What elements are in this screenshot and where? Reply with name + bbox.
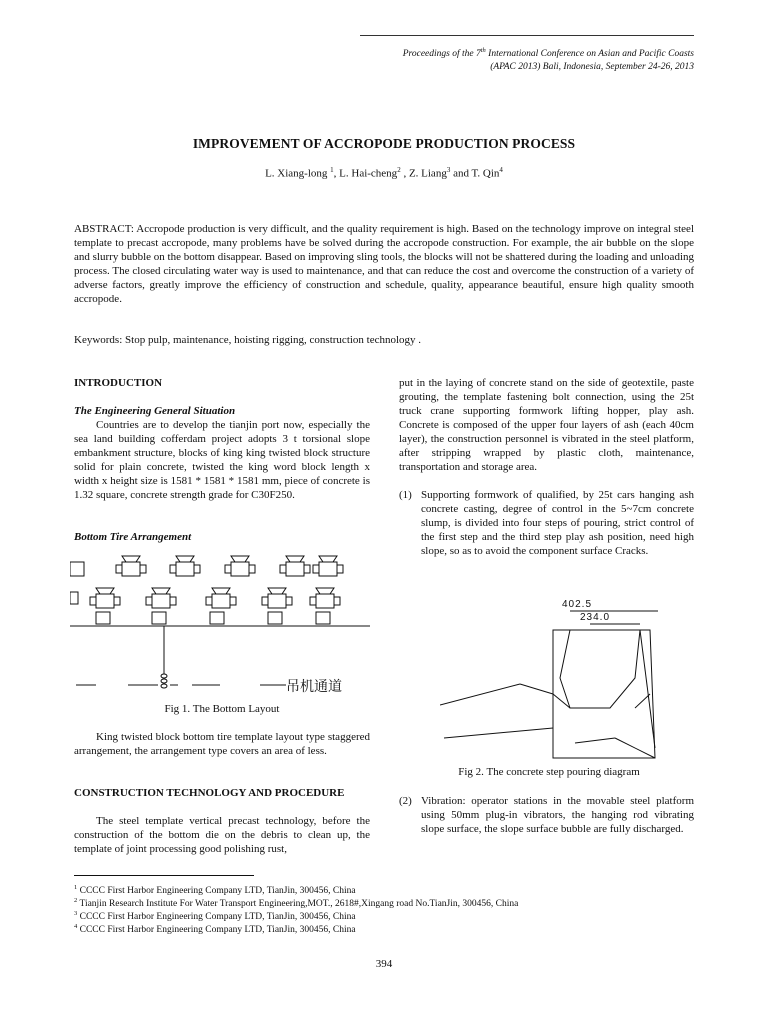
subheading-general-situation: The Engineering General Situation	[74, 405, 236, 417]
author-list: L. Xiang-long $^1$, L. Hai-cheng$^2$ , Z. Liang$^3$ and T. Qin$^4$	[265, 166, 503, 180]
footnote-rule	[74, 875, 254, 876]
paragraph-general-situation: Countries are to develop the tianjin port now, especially the sea land building cofferdam project adopts 3 t torsional slope embankment structure, blocks of king king twisted block structure solid for plain concrete, twisted the king word block length x width x height size is 1581 * 1581 * 1581 mm, piece of concrete is 1.32 square, concrete strength grade for C30F250.	[74, 419, 370, 501]
subheading-bottom-tire: Bottom Tire Arrangement	[74, 531, 192, 543]
footnote-2: $^2$ Tianjin Research Institute For Water Transport Engineering,MOT., 2618#,Xingang road No.TianJin, 300456, China	[74, 897, 519, 910]
figure-2-step-pouring	[440, 598, 680, 764]
list-item-1-number: (1)	[399, 489, 412, 501]
header-line-2: (APAC 2013) Bali, Indonesia, September 24-26, 2013	[490, 62, 694, 73]
figure-2-caption: Fig 2. The concrete step pouring diagram	[458, 766, 640, 778]
figure-2-dimension-1: 402.5	[562, 599, 593, 610]
abstract: ABSTRACT: Accropode production is very difficult, and the quality requirement is high. Based on the technology improve on integral steel template to precast accropode, many problems have be solved during the accropode construction. For example, the air bubble on the slope and slurry bubble on the bottom disappear. Based on improving sling tools, the blocks will not be shattered during the loading and unloading process. The closed circulating water way is used to maintenance, and that can reduce the cost and overcome the construction of a variety of adverse factors, greatly improve the efficiency of construction and schedule, quality, appearance beautiful, ensure high quality smooth accropode.	[74, 223, 694, 305]
figure-1-channel-label: 吊机通道	[286, 679, 342, 695]
paragraph-construction: The steel template vertical precast technology, before the construction of the bottom die on the debris to clean up, the template of joint processing good polishing rust,	[74, 815, 370, 855]
header-line-1: Proceedings of the 7th International Conference on Asian and Pacific Coasts	[402, 47, 694, 60]
keywords: Keywords: Stop pulp, maintenance, hoisting rigging, construction technology .	[74, 334, 422, 346]
list-item-1-text: Supporting formwork of qualified, by 25t cars hanging ash concrete casting, degree of control in the 5~7cm concrete slump, is divided into four steps of pouring, strict control of the first step and the third step play ash position, need high slope, so as to avoid the component surface Cracks.	[421, 489, 694, 557]
paragraph-bottom-arrangement: King twisted block bottom tire template layout type staggered arrangement, the arrangement type covers an area of less.	[74, 731, 370, 757]
figure-2-dimension-2: 234.0	[580, 612, 611, 623]
list-item-1	[399, 488, 694, 558]
footnote-1: $^1$ CCCC First Harbor Engineering Company LTD, TianJin, 300456, China	[74, 884, 356, 897]
paper-title: IMPROVEMENT OF ACCROPODE PRODUCTION PROCESS	[192, 136, 576, 151]
list-item-2-number: (2)	[399, 795, 412, 807]
section-heading-construction: CONSTRUCTION TECHNOLOGY AND PROCEDURE	[74, 787, 345, 799]
footnote-3: $^3$ CCCC First Harbor Engineering Company LTD, TianJin, 300456, China	[74, 910, 356, 923]
page-number: 394	[375, 958, 393, 970]
footnote-4: $^4$ CCCC First Harbor Engineering Company LTD, TianJin, 300456, China	[74, 923, 356, 936]
paragraph-laying-concrete: put in the laying of concrete stand on the side of geotextile, paste grouting, the template fastening bolt connection, using the 25t truck crane supporting formwork lifting hopper, play ash. Concrete is composed of the upper four layers of ash (each 40cm layer), the construction personnel is vibrated in the steel platform, after stripping wrapped by plastic cloth, maintenance, transportation and storage area.	[399, 377, 694, 473]
figure-1-caption: Fig 1. The Bottom Layout	[164, 703, 280, 715]
header-rule	[360, 35, 694, 36]
list-item-2	[399, 794, 694, 836]
list-item-2-text: Vibration: operator stations in the movable steel platform using 50mm plug-in vibrators, the hanging rod vibrating slope surface, the slope surface bubble are fully discharged.	[421, 795, 694, 835]
running-header	[403, 44, 694, 74]
section-heading-introduction: INTRODUCTION	[74, 377, 163, 389]
